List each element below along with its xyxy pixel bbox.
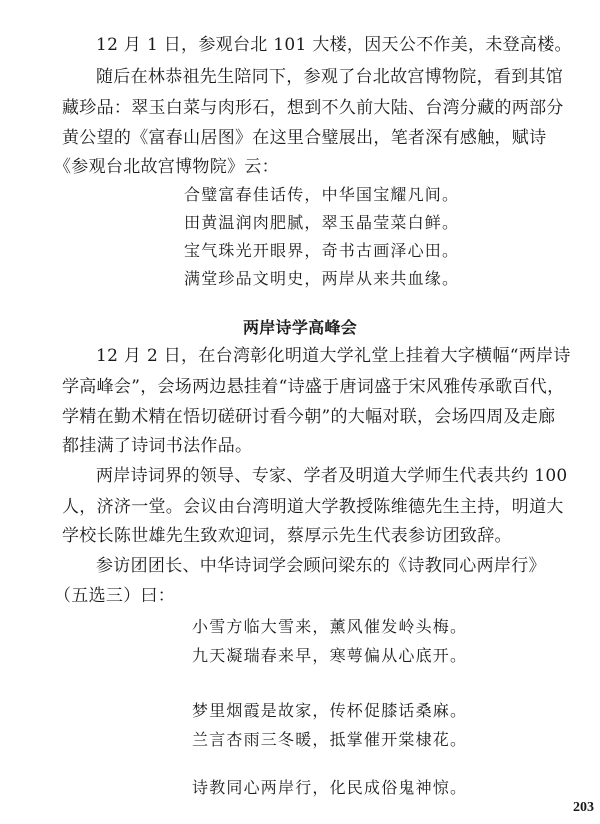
poem-line: 诗教同心两岸行，化民成俗鬼神惊。 bbox=[192, 778, 468, 797]
section-heading: 两岸诗学高峰会 bbox=[242, 318, 358, 337]
page-number: 203 bbox=[573, 800, 594, 815]
paragraph-line: 12 月 1 日，参观台北 101 大楼，因天公不作美，未登高楼。 bbox=[96, 35, 572, 55]
paragraph-line: 参访团团长、中华诗词学会顾问梁东的《诗教同心两岸行》 bbox=[96, 556, 546, 576]
paragraph-line: 黄公望的《富春山居图》在这里合璧展出，笔者深有感触，赋诗 bbox=[62, 128, 547, 148]
paragraph-line: 人，济济一堂。会议由台湾明道大学教授陈维德先生主持，明道大 bbox=[62, 497, 564, 517]
poem-line: 合璧富春佳话传，中华国宝耀凡间。 bbox=[184, 185, 460, 204]
poem-line: 宝气珠光开眼界，奇书古画泽心田。 bbox=[184, 241, 460, 260]
paragraph-line: 都挂满了诗词书法作品。 bbox=[62, 436, 253, 456]
paragraph-line: 学精在勤术精在悟切磋研讨看今朝”的大幅对联，会场四周及走廊 bbox=[62, 407, 556, 427]
paragraph-line: （五选三）曰： bbox=[54, 586, 176, 606]
paragraph-line: 两岸诗词界的领导、专家、学者及明道大学师生代表共约 100 bbox=[96, 466, 568, 486]
poem-line: 满堂珍品文明史，两岸从来共血缘。 bbox=[184, 269, 460, 288]
poem-line: 梦里烟霞是故家，传杯促膝话桑麻。 bbox=[192, 701, 468, 720]
poem-line: 兰言杏雨三冬暖，抵掌催开棠棣花。 bbox=[192, 730, 468, 749]
poem-line: 田黄温润肉肥腻，翠玉晶莹菜白鲜。 bbox=[184, 213, 460, 232]
paragraph-line: 12 月 2 日，在台湾彰化明道大学礼堂上挂着大字横幅“两岸诗 bbox=[96, 346, 571, 366]
poem-line: 小雪方临大雪来，薰风催发岭头梅。 bbox=[192, 617, 468, 636]
paragraph-line: 学高峰会”，会场两边悬挂着“诗盛于唐词盛于宋风雅传承歌百代， bbox=[62, 377, 565, 397]
paragraph-line: 学校长陈世雄先生致欢迎词，蔡厚示先生代表参访团致辞。 bbox=[62, 526, 512, 546]
poem-line: 九天凝瑞春来早，寒萼偏从心底开。 bbox=[192, 646, 468, 665]
paragraph-line: 《参观台北故宫博物院》云： bbox=[54, 157, 279, 177]
paragraph-line: 藏珍品：翠玉白菜与肉形石，想到不久前大陆、台湾分藏的两部分 bbox=[62, 98, 564, 118]
paragraph-line: 随后在林恭祖先生陪同下，参观了台北故宫博物院，看到其馆 bbox=[96, 67, 564, 87]
